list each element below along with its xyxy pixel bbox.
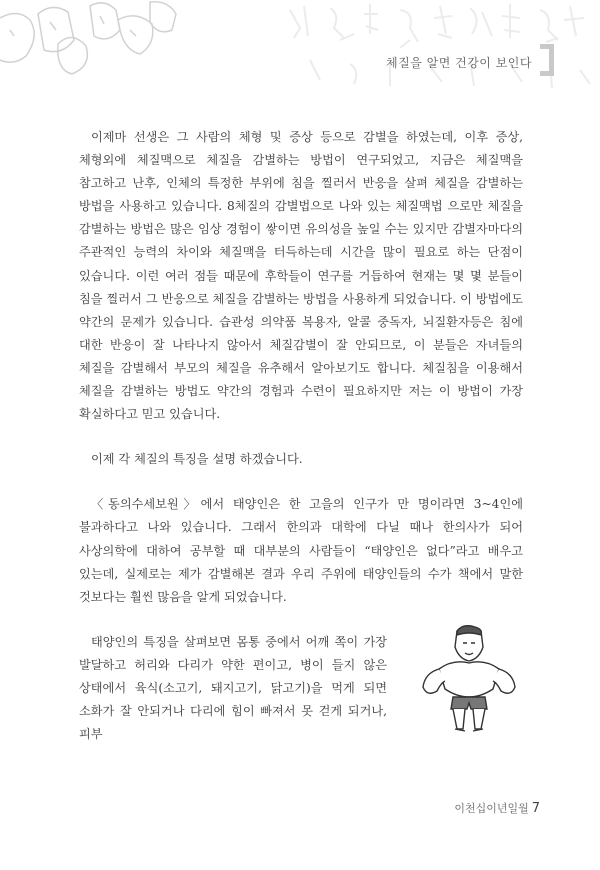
page-footer <box>454 800 540 816</box>
page-number: 7 <box>531 801 540 816</box>
running-header: 체질을 알면 건강이 보인다 <box>386 56 532 70</box>
decorative-pouch-illustration <box>0 0 210 80</box>
paragraph-4: 태양인의 특징을 살펴보면 몸통 중에서 어깨 쪽이 가장 발달하고 허리와 다리가 약한 편이고, 병이 들지 않은 상태에서 육식(소고기, 돼지고기, 닭고기)을 먹게 되면 소화가 잘 안되거나 다리에 힘이 빠져서 못 걷게 되거나, 피부 <box>79 634 387 742</box>
article-body <box>79 126 523 746</box>
footer-section-label: 이천십이년일월 <box>454 802 529 815</box>
paragraph-3: 〈동의수세보원〉에서 태양인은 한 고을의 인구가 만 명이라면 3~4인에 불과하다고 나와 있습니다. 그래서 한의과 대학에 다닐 때나 한의사가 되어 사상의학에 대하여 공부할 때 대부분의 사람들이 “태양인은 없다”라고 배우고 있는데, 실제로는 제가 감별해본 결과 우리 주위에 태양인들의 수가 책에서 말한 것보다는 훨씬 많음을 알게 되었습니다. <box>79 497 523 604</box>
paragraph-1: 이제마 선생은 그 사람의 체형 및 증상 등으로 감별을 하였는데, 이후 증상, 체형외에 체질맥으로 체질을 감별하는 방법이 연구되었고, 지금은 체질맥을 참고하고 난후, 인체의 특정한 부위에 침을 찔러서 반응을 살펴 체질을 감별하는 방법을 사용하고 있습니다. 8체질의 감별법으로 나와 있는 체질맥법 으로만 체질을 감별하는 방법은 많은 임상 경험이 쌓이면 유의성을 높일 수는 있지만 감별자마다의 주관적인 능력의 차이와 체질맥을 터득하는데 시간을 많이 필요로 하는 단점이 있습니다. 이런 여러 점들 때문에 후학들이 연구를 거듭하여 현재는 몇 몇 분들이 침을 찔러서 그 반응으로 체질을 감별하는 방법을 사용하게 되었습니다. 이 방법에도 약간의 문제가 있습니다. 습관성 의약품 복용자, 알콜 중독자, 뇌질환자등은 침에 대한 반응이 잘 나타나지 않아서 체질감별이 잘 안되므로, 이 분들은 자녀들의 체질을 감별해서 부모의 체질을 유추해서 알아보기도 합니다. 체질침을 이용해서 체질을 감별하는 방법도 약간의 경험과 수련이 필요하지만 저는 이 방법이 가장 확실하다고 믿고 있습니다. <box>79 130 523 422</box>
paragraph-4-block <box>79 631 523 746</box>
taeyang-muscleman-illustration <box>419 625 519 735</box>
header-bracket-ornament <box>540 44 554 76</box>
paragraph-2: 이제 각 체질의 특징을 설명 하겠습니다. <box>91 452 303 467</box>
